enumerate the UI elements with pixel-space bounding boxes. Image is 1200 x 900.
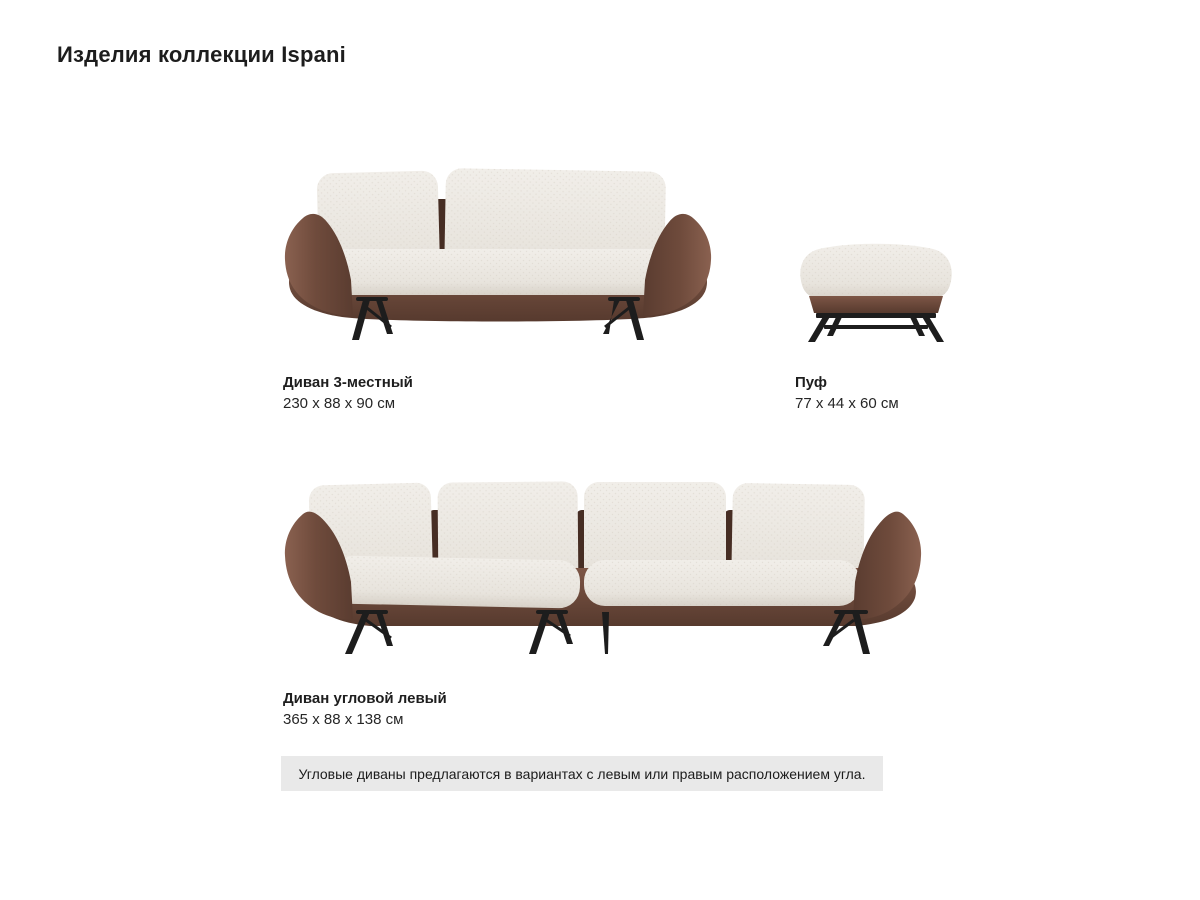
product-dimensions: 77 x 44 x 60 см xyxy=(795,395,899,412)
product-name: Диван 3-местный xyxy=(283,374,413,391)
pouf-legs xyxy=(808,313,944,342)
corner-sofa-illustration xyxy=(278,468,928,660)
pouf-illustration xyxy=(796,241,956,344)
product-label-corner-sofa xyxy=(283,688,447,730)
seat-cushion-left xyxy=(332,555,581,608)
page-title: Изделия коллекции Ispani xyxy=(57,42,346,67)
product-name: Диван угловой левый xyxy=(283,690,447,707)
product-dimensions: 365 x 88 x 138 см xyxy=(283,711,404,728)
note-text: Угловые диваны предлагаются в вариантах с левым или правым расположением угла. xyxy=(298,765,866,782)
product-label-sofa-3seat xyxy=(283,372,413,414)
product-label-pouf xyxy=(795,372,899,414)
pouf-leather-band xyxy=(809,296,943,313)
seat-cushion xyxy=(316,249,680,295)
product-dimensions: 230 x 88 x 90 см xyxy=(283,395,396,412)
product-name: Пуф xyxy=(795,374,828,391)
seat-cushion-right xyxy=(584,560,860,606)
sofa-3seat-illustration xyxy=(282,163,714,343)
corner-variants-note xyxy=(281,756,883,791)
pouf-cushion xyxy=(800,244,951,299)
